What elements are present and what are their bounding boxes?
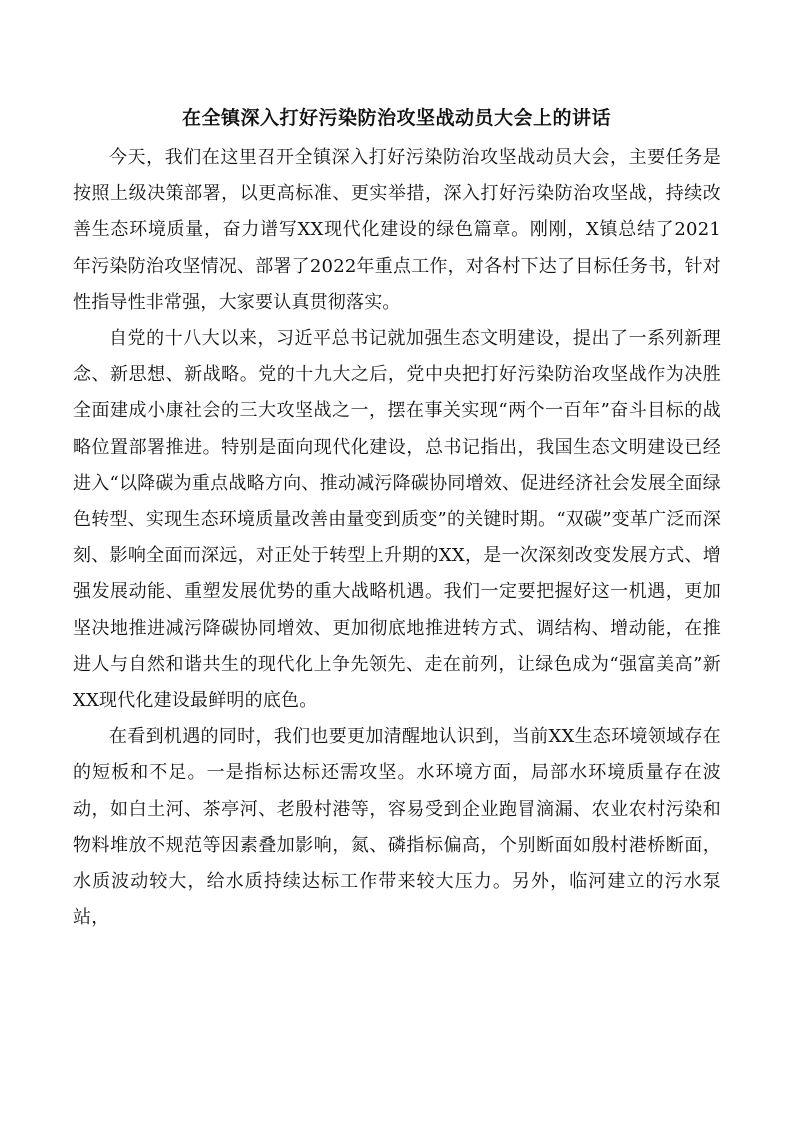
paragraph-1: 今天，我们在这里召开全镇深入打好污染防治攻坚战动员大会，主要任务是按照上级决策部署，以更高标准、更实举措，深入打好污染防治攻坚战，持续改善生态环境质量，奋力谱写XX现代化建设的绿色篇章。刚刚，X镇总结了2021年污染防治攻坚情况、部署了2022年重点工作，对各村下达了目标任务书，针对性指导性非常强，大家要认真贯彻落实。 [73, 147, 721, 313]
document-body [73, 140, 721, 936]
paragraph-2: 自党的十八大以来，习近平总书记就加强生态文明建设，提出了一系列新理念、新思想、新战略。党的十九大之后，党中央把打好污染防治攻坚战作为决胜全面建成小康社会的三大攻坚战之一，摆在事关实现“两个一百年”奋斗目标的战略位置部署推进。特别是面向现代化建设，总书记指出，我国生态文明建设已经进入“以降碳为重点战略方向、推动减污降碳协同增效、促进经济社会发展全面绿色转型、实现生态环境质量改善由量变到质变”的关键时期。“双碳”变革广泛而深刻、影响全面而深远，对正处于转型上升期的XX，是一次深刻改变发展方式、增强发展动能、重塑发展优势的重大战略机遇。我们一定要把握好这一机遇，更加坚决地推进减污降碳协同增效、更加彻底地推进转方式、调结构、增动能，在推进人与自然和谐共生的现代化上争先领先、走在前列，让绿色成为“强富美高”新XX现代化建设最鲜明的底色。 [73, 328, 721, 712]
document-title: 在全镇深入打好污染防治攻坚战动员大会上的讲话 [181, 107, 611, 129]
paragraph-3: 在看到机遇的同时，我们也要更加清醒地认识到，当前XX生态环境领域存在的短板和不足。一是指标达标还需攻坚。水环境方面，局部水环境质量存在波动，如白土河、茶亭河、老殷村港等，容易受到企业跑冒滴漏、农业农村污染和物料堆放不规范等因素叠加影响，氮、磷指标偏高，个别断面如殷村港桥断面，水质波动较大，给水质持续达标工作带来较大压力。另外，临河建立的污水泵站， [73, 726, 721, 929]
